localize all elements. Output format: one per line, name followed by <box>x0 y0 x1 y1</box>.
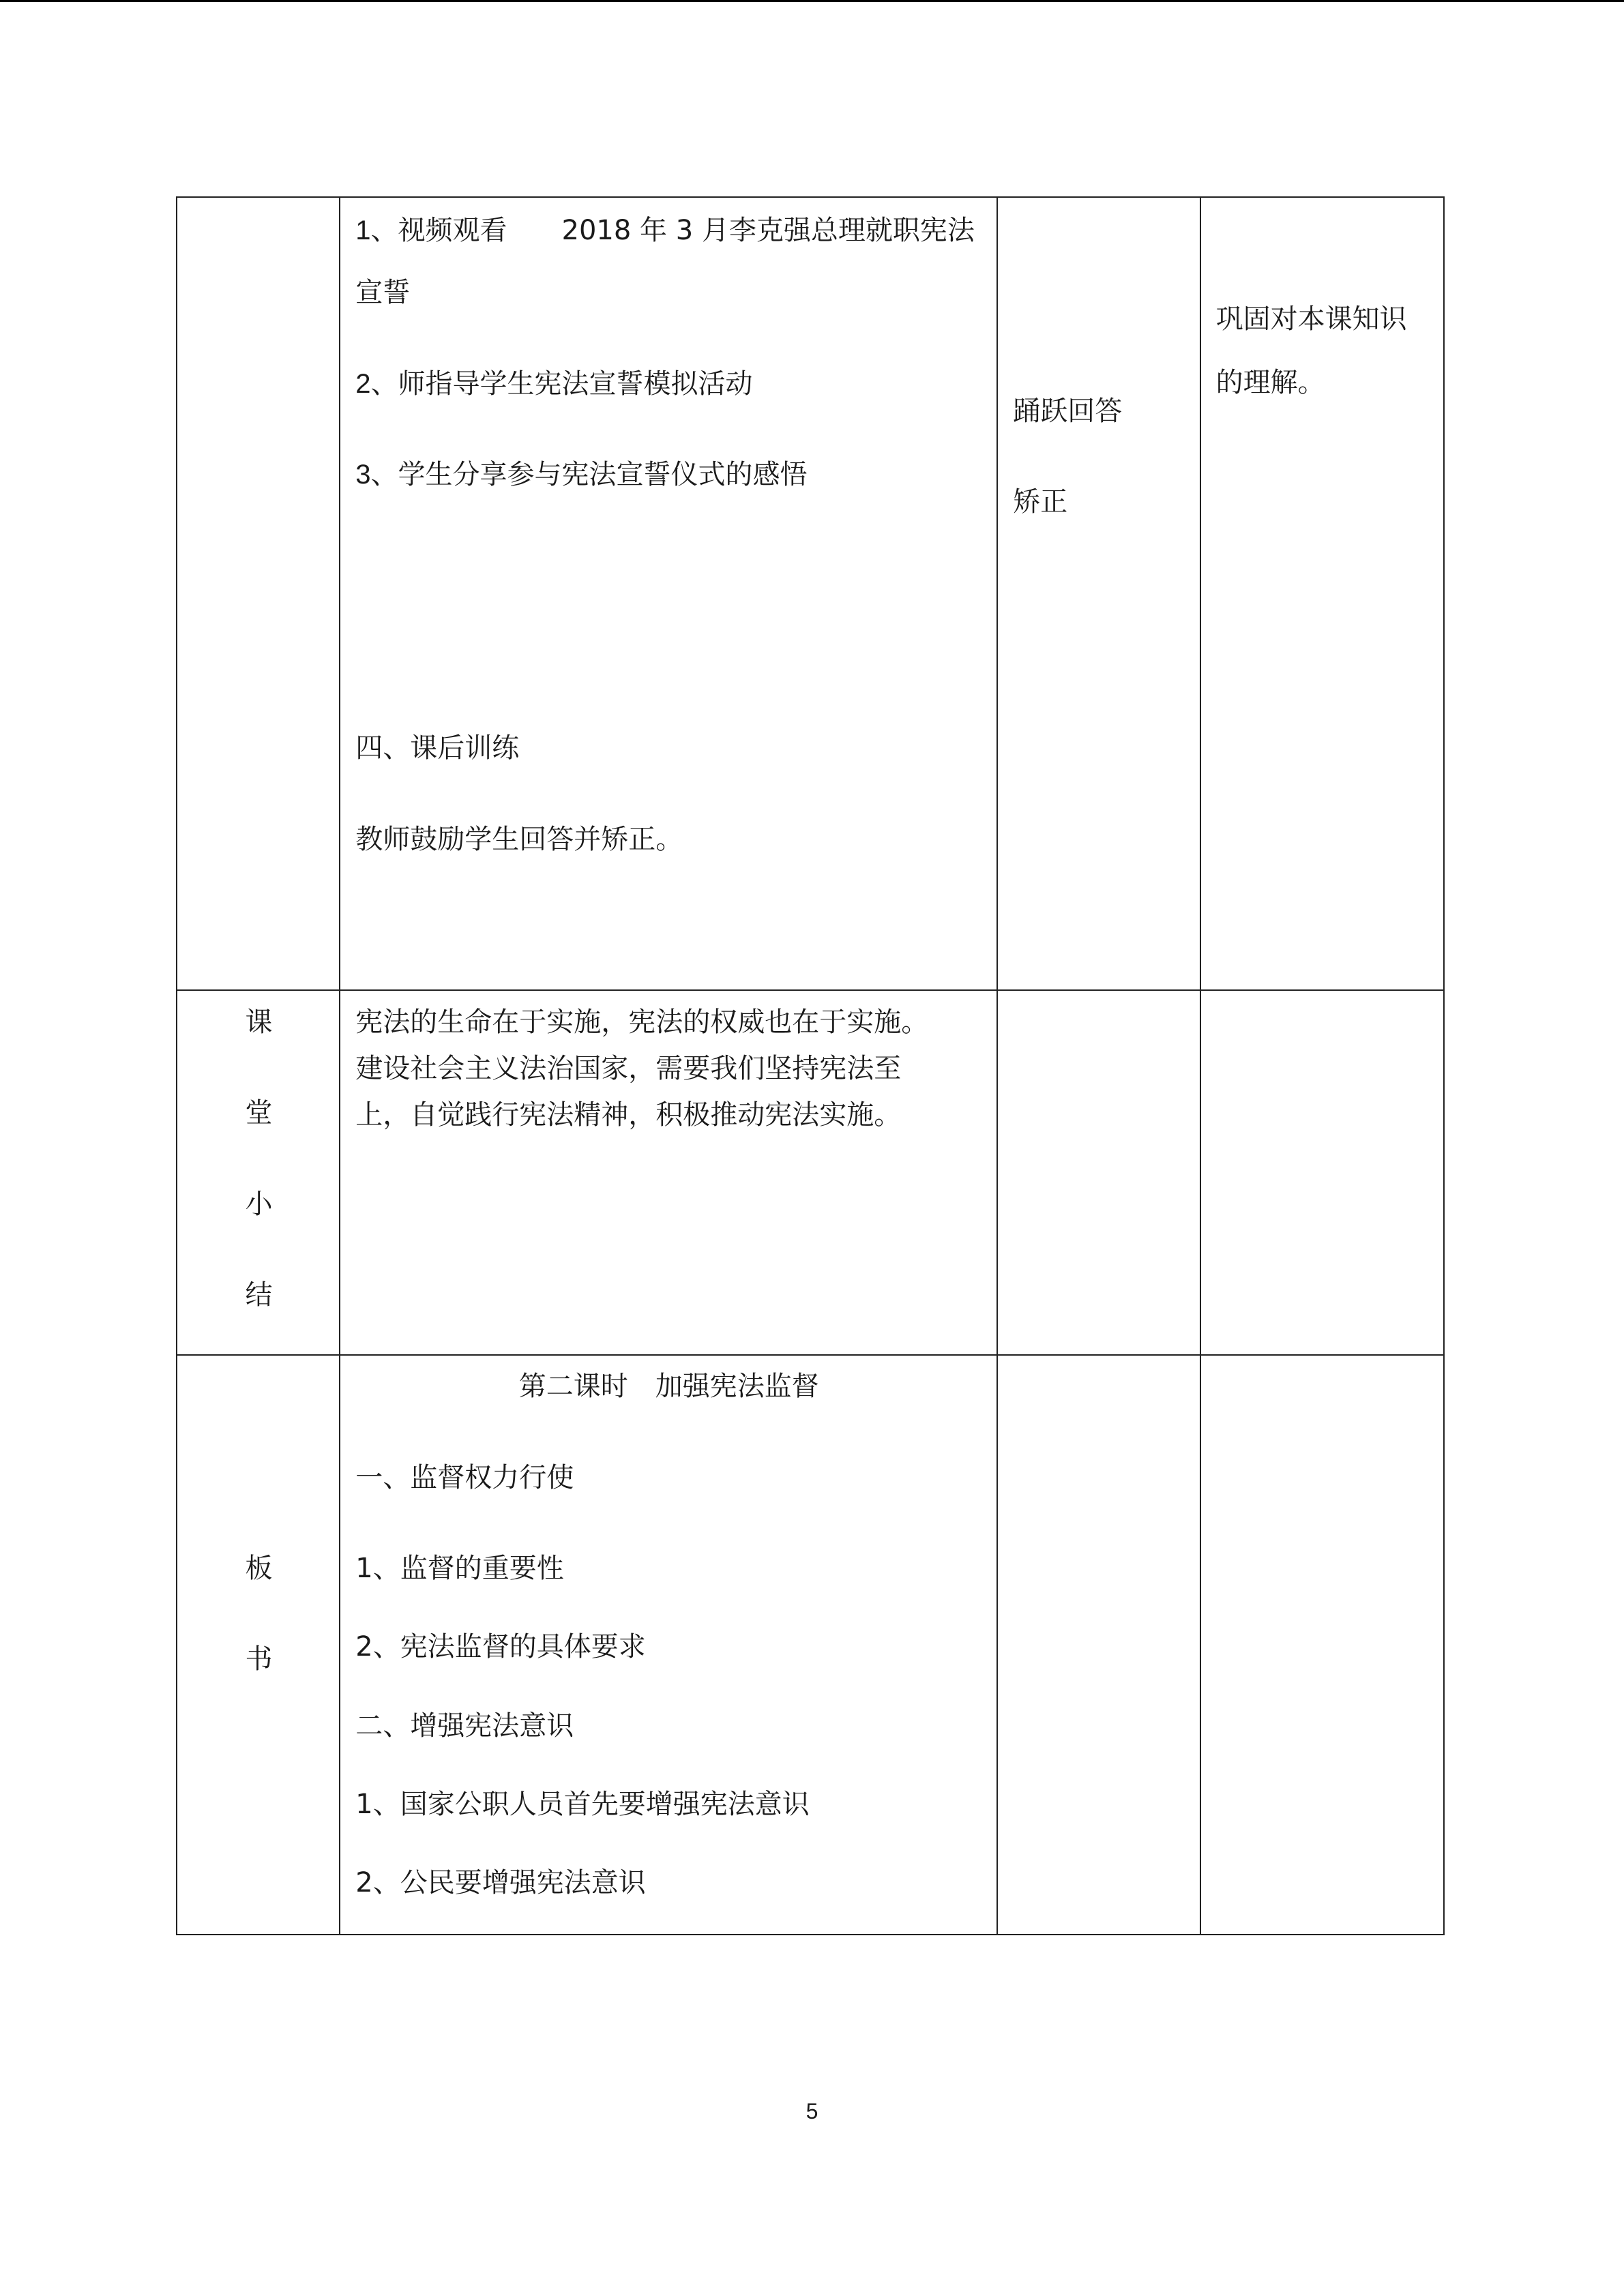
board-empty-cell <box>1200 1355 1444 1935</box>
board-label-cell <box>177 1355 340 1935</box>
board-item: 二、增强宪法意识 <box>355 1710 574 1742</box>
step-line-1: 1、视频观看 2018 年 3 月李克强总理就职宪法 <box>355 215 975 246</box>
summary-label-char: 课 <box>245 1007 273 1038</box>
teacher-activity-cell <box>340 197 997 990</box>
section-heading-after-class: 四、课后训练 <box>355 732 520 764</box>
page-number: 5 <box>806 2099 818 2123</box>
step-line-3: 3、学生分享参与宪法宣誓仪式的感悟 <box>355 459 808 490</box>
design-intent-line-2: 的理解。 <box>1215 367 1325 398</box>
board-item: 1、国家公职人员首先要增强宪法意识 <box>355 1789 810 1820</box>
design-intent-line-1: 巩固对本课知识 <box>1215 303 1407 335</box>
board-title: 第二课时 加强宪法监督 <box>518 1371 819 1402</box>
summary-line-3: 上，自觉践行宪法精神，积极推动宪法实施。 <box>355 1099 902 1131</box>
summary-label-char: 小 <box>245 1189 273 1220</box>
board-content-cell <box>340 1355 997 1935</box>
summary-empty-cell <box>1200 990 1444 1355</box>
lesson-plan-table <box>176 196 1445 1935</box>
top-border-line <box>0 0 1624 2</box>
summary-label-cell <box>177 990 340 1355</box>
table-row-activity <box>177 197 1444 990</box>
student-activity-cell <box>997 197 1200 990</box>
table-row-summary <box>177 990 1444 1355</box>
summary-line-1: 宪法的生命在于实施，宪法的权威也在于实施。 <box>355 1007 929 1038</box>
summary-empty-cell <box>997 990 1200 1355</box>
board-item: 2、宪法监督的具体要求 <box>355 1631 646 1663</box>
board-label-char: 板 <box>245 1553 273 1584</box>
section-text-after-class: 教师鼓励学生回答并矫正。 <box>355 824 683 855</box>
board-item: 1、监督的重要性 <box>355 1553 564 1584</box>
board-empty-cell <box>997 1355 1200 1935</box>
board-item: 一、监督权力行使 <box>355 1462 574 1493</box>
board-item: 2、公民要增强宪法意识 <box>355 1867 646 1898</box>
design-intent-cell <box>1200 197 1444 990</box>
step-line-2: 2、师指导学生宪法宣誓模拟活动 <box>355 368 753 400</box>
student-activity-line-1: 踊跃回答 <box>1013 396 1123 427</box>
label-cell-empty <box>177 197 340 990</box>
step-line-1-cont: 宣誓 <box>355 277 411 308</box>
table-row-board <box>177 1355 1444 1935</box>
board-label-char: 书 <box>245 1643 273 1675</box>
summary-content-cell <box>340 990 997 1355</box>
summary-line-2: 建设社会主义法治国家，需要我们坚持宪法至 <box>355 1053 902 1084</box>
summary-label-char: 堂 <box>245 1097 273 1129</box>
student-activity-line-2: 矫正 <box>1013 486 1068 518</box>
summary-label-char: 结 <box>245 1279 273 1311</box>
